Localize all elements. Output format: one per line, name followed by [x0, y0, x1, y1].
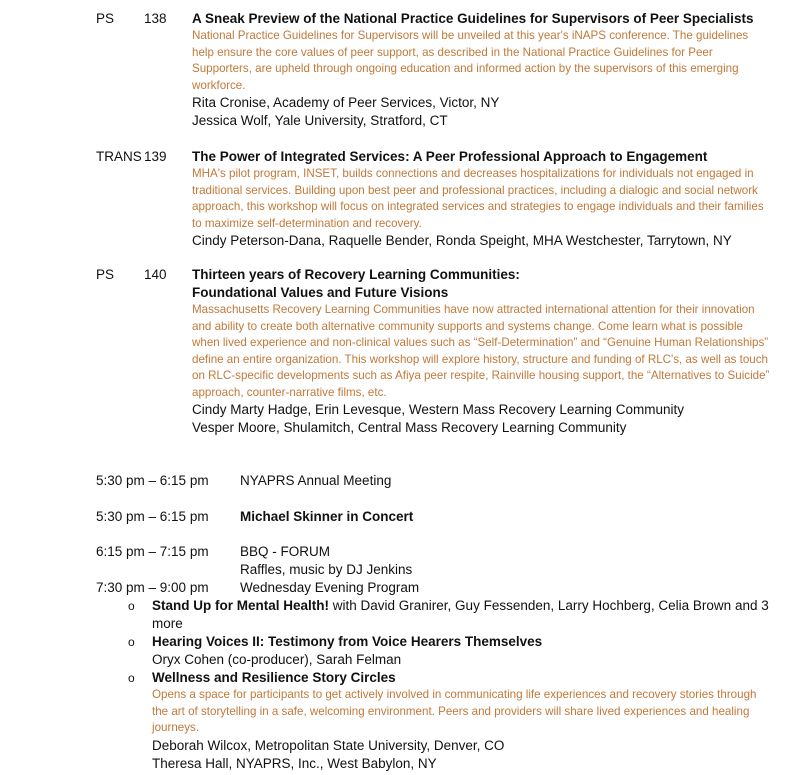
session-title: The Power of Integrated Services: A Peer Professional Approach to Engagement — [192, 149, 708, 164]
session-description: National Practice Guidelines for Supervisors will be unveiled at this year's iNAPS conference. The guidelines help ensure the core values of peer support, as described in the National Practice Guidelines for Peer Supporters, are upheld through ongoing education and informed action by the supervisors of this emerging workforce. — [192, 29, 749, 92]
program-item-presenter: Deborah Wilcox, Metropolitan State University, Denver, CO — [152, 737, 505, 753]
bullet-icon: o — [128, 671, 135, 685]
session-presenter: Vesper Moore, Shulamitch, Central Mass Recovery Learning Community — [192, 420, 627, 435]
bullet-icon: o — [128, 635, 135, 649]
session-number: 138 — [144, 11, 167, 26]
session-track-code: TRANS — [96, 149, 142, 164]
session-title-line: Foundational Values and Future Visions — [192, 285, 449, 300]
schedule-time: 6:15 pm – 7:15 pm — [96, 544, 209, 559]
schedule-time: 5:30 pm – 6:15 pm — [96, 473, 209, 488]
session-title-line: Thirteen years of Recovery Learning Communities: — [192, 267, 520, 282]
session-presenter: Cindy Marty Hadge, Erin Levesque, Western Mass Recovery Learning Community — [192, 402, 684, 417]
program-item-presenters: with David Granirer, Guy Fessenden, Larry Hochberg, Celia Brown and 3 more — [152, 598, 769, 631]
session-number: 140 — [144, 267, 167, 282]
schedule-time: 5:30 pm – 6:15 pm — [96, 509, 209, 524]
session-description: MHA's pilot program, INSET, builds connections and decreases hospitalizations for individuals not engaged in traditional services. Building upon best peer and professional practices, including a dialogic and social network approach, this workshop will focus on integrated services and strategies to engage individuals and their families to maximize self-determination and recovery. — [192, 167, 764, 230]
session-number: 139 — [144, 149, 167, 164]
program-item-title: Hearing Voices II: Testimony from Voice Hearers Themselves — [152, 634, 543, 649]
program-item-presenter: Theresa Hall, NYAPRS, Inc., West Babylon, NY — [152, 755, 437, 771]
schedule-time: 7:30 pm – 9:00 pm — [96, 580, 209, 595]
schedule-event: Michael Skinner in Concert — [240, 509, 414, 524]
session-presenter: Jessica Wolf, Yale University, Stratford, CT — [192, 113, 448, 128]
program-item-description: Opens a space for participants to get actively involved in communicating life experiences and recovery stories through the art of storytelling in a safe, welcoming environment. Peers and providers will share lived experiences and healing journeys. — [152, 688, 757, 734]
schedule-event: Wednesday Evening Program — [240, 580, 420, 595]
session-description: Massachusetts Recovery Learning Communities have now attracted international attention for their innovation and ability to create both alternative community supports and systems change. Come learn what is possible when lived experience and non-clinical values such as “Self-Determination” and “Genuine Human Relationships” define an entire organization. This workshop will explore history, structure and funding of RLC's, as well as touch on RLC-specific developments such as Afiya peer respite, Rainville housing support, the “Alternatives to Suicide” approach, counter-narrative films, etc. — [192, 303, 770, 399]
schedule-event: BBQ - FORUM — [240, 544, 330, 559]
session-presenter: Cindy Peterson-Dana, Raquelle Bender, Ronda Speight, MHA Westchester, Tarrytown, NY — [192, 233, 732, 248]
schedule-event: NYAPRS Annual Meeting — [240, 473, 392, 488]
program-item-title: Wellness and Resilience Story Circles — [152, 670, 396, 685]
session-track-code: PS — [96, 267, 115, 282]
program-item-presenter: Oryx Cohen (co-producer), Sarah Felman — [152, 652, 402, 667]
session-track-code: PS — [96, 11, 115, 26]
bullet-icon: o — [128, 599, 135, 613]
session-presenter: Rita Cronise, Academy of Peer Services, Victor, NY — [192, 95, 500, 110]
session-title: A Sneak Preview of the National Practice Guidelines for Supervisors of Peer Specialists — [192, 11, 754, 26]
program-item-title: Stand Up for Mental Health! — [152, 598, 330, 613]
schedule-event-detail: Raffles, music by DJ Jenkins — [240, 562, 413, 577]
